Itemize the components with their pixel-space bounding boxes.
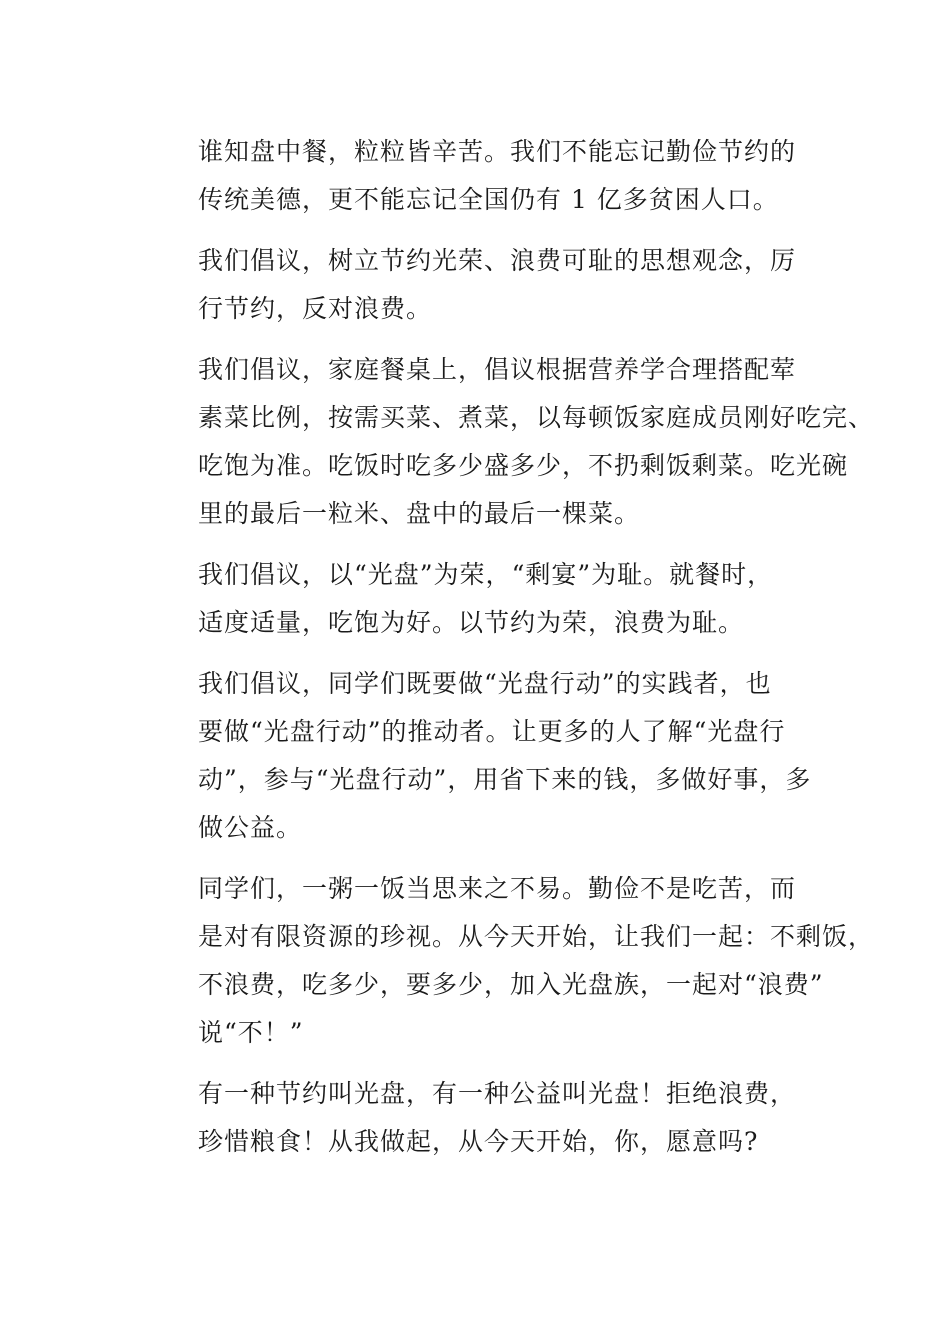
document-body <box>146 128 875 1179</box>
paragraph-2 <box>146 237 796 333</box>
paragraph-1 <box>146 128 796 224</box>
text-line: 吃饱为准。吃饭时吃多少盛多少，不扔剩饭剩菜。吃光碗 <box>198 451 849 480</box>
text-line: 珍惜粮食！从我做起，从今天开始，你，愿意吗? <box>198 1127 759 1156</box>
paragraph-4 <box>146 551 796 647</box>
paragraph-6 <box>146 865 875 1057</box>
paragraph-5 <box>146 660 812 852</box>
text-line: 行节约，反对浪费。 <box>198 294 433 323</box>
text-line: 我们倡议，以“光盘”为荣，“剩宴”为耻。就餐时， <box>198 560 774 589</box>
text-line: 同学们，一粥一饭当思来之不易。勤俭不是吃苦，而 <box>198 874 797 903</box>
text-line: 素菜比例，按需买菜、煮菜，以每顿饭家庭成员刚好吃完、 <box>198 403 875 432</box>
text-line: 我们倡议，同学们既要做“光盘行动”的实践者，也 <box>198 669 772 698</box>
text-line: 谁知盘中餐，粒粒皆辛苦。我们不能忘记勤俭节约的 <box>198 137 797 166</box>
paragraph-7 <box>146 1070 796 1166</box>
text-line: 做公益。 <box>198 813 303 842</box>
text-line: 我们倡议，家庭餐桌上，倡议根据营养学合理搭配荤 <box>198 355 797 384</box>
text-line: 要做“光盘行动”的推动者。让更多的人了解“光盘行 <box>198 717 786 746</box>
text-line: 动”，参与“光盘行动”，用省下来的钱，多做好事，多 <box>198 765 812 794</box>
text-line: 里的最后一粒米、盘中的最后一棵菜。 <box>198 499 641 528</box>
text-line: 是对有限资源的珍视。从今天开始，让我们一起：不剩饭， <box>198 922 875 951</box>
text-line: 我们倡议，树立节约光荣、浪费可耻的思想观念，厉 <box>198 246 797 275</box>
text-line: 说“不！” <box>198 1018 304 1047</box>
text-line: 有一种节约叫光盘，有一种公益叫光盘！拒绝浪费， <box>198 1079 797 1108</box>
text-line: 适度适量，吃饱为好。以节约为荣，浪费为耻。 <box>198 608 745 637</box>
text-line: 传统美德，更不能忘记全国仍有 1 亿多贫困人口。 <box>198 185 779 214</box>
paragraph-3 <box>146 346 875 538</box>
text-line: 不浪费，吃多少，要多少，加入光盘族，一起对“浪费” <box>198 970 824 999</box>
